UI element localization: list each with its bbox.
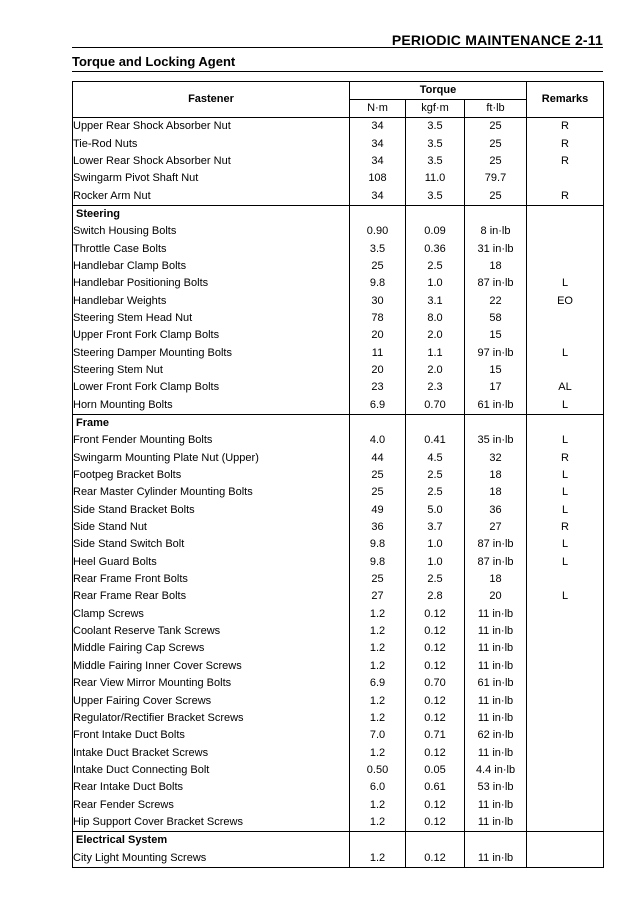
- kgfm-cell: 3.5: [406, 118, 465, 136]
- remarks-cell: [527, 796, 604, 813]
- nm-cell: 1.2: [350, 814, 406, 832]
- kgfm-cell: 2.5: [406, 467, 465, 484]
- remarks-cell: L: [527, 344, 604, 361]
- ftlb-cell: 4.4 in·lb: [465, 762, 527, 779]
- fastener-cell: Rear View Mirror Mounting Bolts: [73, 675, 350, 692]
- fastener-cell: Coolant Reserve Tank Screws: [73, 623, 350, 640]
- section-title: Torque and Locking Agent: [72, 54, 236, 69]
- nm-cell: 1.2: [350, 744, 406, 761]
- fastener-cell: Switch Housing Bolts: [73, 223, 350, 240]
- ftlb-cell: 11 in·lb: [465, 744, 527, 761]
- remarks-cell: [527, 658, 604, 675]
- remarks-cell: EO: [527, 292, 604, 309]
- fastener-cell: Swingarm Pivot Shaft Nut: [73, 170, 350, 187]
- nm-cell: 23: [350, 379, 406, 396]
- ftlb-cell: 15: [465, 327, 527, 344]
- kgfm-cell: 1.0: [406, 554, 465, 571]
- fastener-cell: Lower Rear Shock Absorber Nut: [73, 153, 350, 170]
- remarks-cell: [527, 814, 604, 832]
- kgfm-cell: 0.12: [406, 658, 465, 675]
- kgfm-header: kgf·m: [406, 100, 465, 118]
- nm-cell: 25: [350, 467, 406, 484]
- table-row: [73, 450, 604, 467]
- nm-cell: 7.0: [350, 727, 406, 744]
- kgfm-cell: 2.5: [406, 258, 465, 275]
- remarks-cell: [527, 692, 604, 709]
- fastener-cell: Rear Frame Front Bolts: [73, 571, 350, 588]
- kgfm-cell: 4.5: [406, 450, 465, 467]
- table-row: [73, 658, 604, 675]
- kgfm-cell: 0.70: [406, 675, 465, 692]
- table-row: [73, 327, 604, 344]
- remarks-cell: [527, 675, 604, 692]
- kgfm-cell: 0.12: [406, 710, 465, 727]
- table-row: [73, 849, 604, 867]
- nm-cell: 9.8: [350, 275, 406, 292]
- kgfm-cell: 0.12: [406, 606, 465, 623]
- table-row: [73, 588, 604, 605]
- nm-cell: 30: [350, 292, 406, 309]
- section-empty-cell: [465, 832, 527, 850]
- ftlb-cell: 8 in·lb: [465, 223, 527, 240]
- fastener-cell: Rear Master Cylinder Mounting Bolts: [73, 484, 350, 501]
- table-row: [73, 153, 604, 170]
- table-row: [73, 223, 604, 240]
- kgfm-cell: 3.5: [406, 187, 465, 205]
- ftlb-cell: 62 in·lb: [465, 727, 527, 744]
- table-row: [73, 467, 604, 484]
- section-empty-cell: [406, 832, 465, 850]
- remarks-cell: L: [527, 397, 604, 415]
- nm-cell: 36: [350, 519, 406, 536]
- ftlb-cell: 36: [465, 502, 527, 519]
- ftlb-cell: 11 in·lb: [465, 710, 527, 727]
- table-row: [73, 606, 604, 623]
- remarks-cell: AL: [527, 379, 604, 396]
- remarks-cell: L: [527, 536, 604, 553]
- fastener-cell: Handlebar Positioning Bolts: [73, 275, 350, 292]
- nm-cell: 9.8: [350, 554, 406, 571]
- ftlb-cell: 53 in·lb: [465, 779, 527, 796]
- ftlb-cell: 79.7: [465, 170, 527, 187]
- fastener-cell: Throttle Case Bolts: [73, 240, 350, 257]
- nm-cell: 1.2: [350, 849, 406, 867]
- ftlb-cell: 25: [465, 118, 527, 136]
- section-row: [73, 205, 604, 223]
- remarks-cell: [527, 327, 604, 344]
- nm-cell: 20: [350, 362, 406, 379]
- kgfm-cell: 0.12: [406, 744, 465, 761]
- torque-table: [72, 81, 604, 868]
- section-title-cell: Electrical System: [73, 832, 350, 850]
- kgfm-cell: 3.5: [406, 135, 465, 152]
- table-row: [73, 744, 604, 761]
- ftlb-cell: 58: [465, 310, 527, 327]
- table-row: [73, 796, 604, 813]
- kgfm-cell: 0.12: [406, 692, 465, 709]
- fastener-cell: Middle Fairing Cap Screws: [73, 640, 350, 657]
- nm-cell: 34: [350, 153, 406, 170]
- remarks-cell: [527, 606, 604, 623]
- table-row: [73, 258, 604, 275]
- remarks-cell: [527, 223, 604, 240]
- kgfm-cell: 5.0: [406, 502, 465, 519]
- ftlb-cell: 35 in·lb: [465, 432, 527, 449]
- remarks-cell: [527, 762, 604, 779]
- nm-cell: 1.2: [350, 623, 406, 640]
- table-row: [73, 640, 604, 657]
- fastener-header: Fastener: [73, 82, 350, 118]
- kgfm-cell: 0.12: [406, 623, 465, 640]
- table-row: [73, 275, 604, 292]
- nm-cell: 1.2: [350, 710, 406, 727]
- section-row: [73, 414, 604, 432]
- fastener-cell: Swingarm Mounting Plate Nut (Upper): [73, 450, 350, 467]
- kgfm-cell: 3.1: [406, 292, 465, 309]
- fastener-cell: Intake Duct Connecting Bolt: [73, 762, 350, 779]
- table-row: [73, 484, 604, 501]
- nm-cell: 108: [350, 170, 406, 187]
- ftlb-cell: 17: [465, 379, 527, 396]
- fastener-cell: Side Stand Nut: [73, 519, 350, 536]
- table-row: [73, 571, 604, 588]
- fastener-cell: Intake Duct Bracket Screws: [73, 744, 350, 761]
- nm-cell: 0.50: [350, 762, 406, 779]
- fastener-cell: Side Stand Bracket Bolts: [73, 502, 350, 519]
- kgfm-cell: 1.0: [406, 536, 465, 553]
- fastener-cell: Steering Stem Head Nut: [73, 310, 350, 327]
- ftlb-cell: 15: [465, 362, 527, 379]
- nm-cell: 1.2: [350, 692, 406, 709]
- ftlb-cell: 11 in·lb: [465, 849, 527, 867]
- fastener-cell: Rocker Arm Nut: [73, 187, 350, 205]
- nm-cell: 1.2: [350, 658, 406, 675]
- fastener-cell: Side Stand Switch Bolt: [73, 536, 350, 553]
- nm-cell: 6.9: [350, 675, 406, 692]
- fastener-cell: Footpeg Bracket Bolts: [73, 467, 350, 484]
- ftlb-cell: 20: [465, 588, 527, 605]
- kgfm-cell: 2.0: [406, 362, 465, 379]
- section-empty-cell: [406, 205, 465, 223]
- nm-cell: 6.0: [350, 779, 406, 796]
- table-row: [73, 519, 604, 536]
- fastener-cell: Front Fender Mounting Bolts: [73, 432, 350, 449]
- remarks-cell: [527, 849, 604, 867]
- torque-table-body: [73, 118, 604, 868]
- table-row: [73, 762, 604, 779]
- section-empty-cell: [527, 205, 604, 223]
- page-header: PERIODIC MAINTENANCE 2-11: [391, 32, 603, 48]
- fastener-cell: Front Intake Duct Bolts: [73, 727, 350, 744]
- fastener-cell: Upper Front Fork Clamp Bolts: [73, 327, 350, 344]
- section-title-cell: Steering: [73, 205, 350, 223]
- ftlb-cell: 11 in·lb: [465, 623, 527, 640]
- ftlb-cell: 25: [465, 187, 527, 205]
- nm-cell: 20: [350, 327, 406, 344]
- section-empty-cell: [350, 205, 406, 223]
- ftlb-cell: 18: [465, 484, 527, 501]
- kgfm-cell: 1.0: [406, 275, 465, 292]
- kgfm-cell: 0.71: [406, 727, 465, 744]
- remarks-cell: R: [527, 153, 604, 170]
- remarks-cell: [527, 727, 604, 744]
- ftlb-cell: 18: [465, 571, 527, 588]
- kgfm-cell: 0.12: [406, 796, 465, 813]
- ftlb-cell: 87 in·lb: [465, 554, 527, 571]
- ftlb-cell: 32: [465, 450, 527, 467]
- table-row: [73, 240, 604, 257]
- table-row: [73, 344, 604, 361]
- ftlb-cell: 31 in·lb: [465, 240, 527, 257]
- title-rule: [72, 71, 603, 72]
- remarks-cell: [527, 710, 604, 727]
- ftlb-cell: 11 in·lb: [465, 814, 527, 832]
- fastener-cell: Hip Support Cover Bracket Screws: [73, 814, 350, 832]
- nm-cell: 1.2: [350, 640, 406, 657]
- fastener-cell: Regulator/Rectifier Bracket Screws: [73, 710, 350, 727]
- kgfm-cell: 0.12: [406, 849, 465, 867]
- ftlb-cell: 25: [465, 135, 527, 152]
- kgfm-cell: 3.7: [406, 519, 465, 536]
- ftlb-cell: 11 in·lb: [465, 606, 527, 623]
- remarks-cell: L: [527, 467, 604, 484]
- fastener-cell: Handlebar Weights: [73, 292, 350, 309]
- fastener-cell: Handlebar Clamp Bolts: [73, 258, 350, 275]
- ftlb-cell: 87 in·lb: [465, 536, 527, 553]
- ftlb-cell: 27: [465, 519, 527, 536]
- kgfm-cell: 0.12: [406, 814, 465, 832]
- table-row: [73, 170, 604, 187]
- remarks-cell: L: [527, 554, 604, 571]
- table-row: [73, 118, 604, 136]
- remarks-cell: R: [527, 187, 604, 205]
- header-rule: [72, 47, 603, 48]
- section-empty-cell: [527, 832, 604, 850]
- section-empty-cell: [350, 414, 406, 432]
- remarks-cell: [527, 240, 604, 257]
- remarks-cell: R: [527, 135, 604, 152]
- nm-cell: 1.2: [350, 796, 406, 813]
- section-row: [73, 832, 604, 850]
- table-row: [73, 397, 604, 415]
- kgfm-cell: 0.70: [406, 397, 465, 415]
- fastener-cell: Middle Fairing Inner Cover Screws: [73, 658, 350, 675]
- remarks-cell: R: [527, 118, 604, 136]
- remarks-cell: [527, 744, 604, 761]
- remarks-cell: L: [527, 275, 604, 292]
- remarks-cell: [527, 640, 604, 657]
- remarks-cell: [527, 258, 604, 275]
- table-row: [73, 310, 604, 327]
- nm-cell: 4.0: [350, 432, 406, 449]
- remarks-cell: L: [527, 484, 604, 501]
- nm-cell: 34: [350, 187, 406, 205]
- nm-cell: 44: [350, 450, 406, 467]
- ftlb-cell: 61 in·lb: [465, 397, 527, 415]
- fastener-cell: City Light Mounting Screws: [73, 849, 350, 867]
- table-row: [73, 814, 604, 832]
- fastener-cell: Horn Mounting Bolts: [73, 397, 350, 415]
- section-title-cell: Frame: [73, 414, 350, 432]
- nm-cell: 25: [350, 571, 406, 588]
- fastener-cell: Steering Damper Mounting Bolts: [73, 344, 350, 361]
- ftlb-cell: 61 in·lb: [465, 675, 527, 692]
- nm-cell: 1.2: [350, 606, 406, 623]
- kgfm-cell: 3.5: [406, 153, 465, 170]
- kgfm-cell: 0.09: [406, 223, 465, 240]
- kgfm-cell: 2.8: [406, 588, 465, 605]
- ftlb-cell: 22: [465, 292, 527, 309]
- table-row: [73, 379, 604, 396]
- nm-cell: 34: [350, 135, 406, 152]
- nm-cell: 6.9: [350, 397, 406, 415]
- fastener-cell: Rear Frame Rear Bolts: [73, 588, 350, 605]
- fastener-cell: Rear Intake Duct Bolts: [73, 779, 350, 796]
- remarks-cell: L: [527, 588, 604, 605]
- remarks-cell: [527, 571, 604, 588]
- remarks-cell: R: [527, 450, 604, 467]
- kgfm-cell: 0.12: [406, 640, 465, 657]
- remarks-cell: [527, 170, 604, 187]
- table-row: [73, 502, 604, 519]
- table-row: [73, 779, 604, 796]
- table-row: [73, 292, 604, 309]
- section-empty-cell: [527, 414, 604, 432]
- kgfm-cell: 0.36: [406, 240, 465, 257]
- ftlb-header: ft·lb: [465, 100, 527, 118]
- kgfm-cell: 0.05: [406, 762, 465, 779]
- nm-cell: 78: [350, 310, 406, 327]
- table-row: [73, 692, 604, 709]
- table-row: [73, 432, 604, 449]
- kgfm-cell: 2.5: [406, 484, 465, 501]
- remarks-cell: L: [527, 432, 604, 449]
- ftlb-cell: 11 in·lb: [465, 658, 527, 675]
- table-row: [73, 187, 604, 205]
- table-row: [73, 727, 604, 744]
- table-row: [73, 623, 604, 640]
- kgfm-cell: 1.1: [406, 344, 465, 361]
- fastener-cell: Rear Fender Screws: [73, 796, 350, 813]
- ftlb-cell: 11 in·lb: [465, 640, 527, 657]
- remarks-cell: [527, 310, 604, 327]
- kgfm-cell: 0.41: [406, 432, 465, 449]
- section-empty-cell: [465, 414, 527, 432]
- section-empty-cell: [350, 832, 406, 850]
- ftlb-cell: 11 in·lb: [465, 796, 527, 813]
- remarks-cell: [527, 362, 604, 379]
- table-row: [73, 362, 604, 379]
- ftlb-cell: 97 in·lb: [465, 344, 527, 361]
- nm-cell: 9.8: [350, 536, 406, 553]
- table-row: [73, 536, 604, 553]
- nm-cell: 3.5: [350, 240, 406, 257]
- ftlb-cell: 25: [465, 153, 527, 170]
- remarks-cell: R: [527, 519, 604, 536]
- section-empty-cell: [465, 205, 527, 223]
- ftlb-cell: 11 in·lb: [465, 692, 527, 709]
- nm-cell: 49: [350, 502, 406, 519]
- kgfm-cell: 2.5: [406, 571, 465, 588]
- ftlb-cell: 87 in·lb: [465, 275, 527, 292]
- nm-cell: 27: [350, 588, 406, 605]
- nm-cell: 25: [350, 258, 406, 275]
- section-empty-cell: [406, 414, 465, 432]
- fastener-cell: Steering Stem Nut: [73, 362, 350, 379]
- ftlb-cell: 18: [465, 258, 527, 275]
- fastener-cell: Lower Front Fork Clamp Bolts: [73, 379, 350, 396]
- kgfm-cell: 11.0: [406, 170, 465, 187]
- nm-header: N·m: [350, 100, 406, 118]
- nm-cell: 25: [350, 484, 406, 501]
- fastener-cell: Clamp Screws: [73, 606, 350, 623]
- table-row: [73, 675, 604, 692]
- kgfm-cell: 2.3: [406, 379, 465, 396]
- nm-cell: 0.90: [350, 223, 406, 240]
- ftlb-cell: 18: [465, 467, 527, 484]
- remarks-cell: L: [527, 502, 604, 519]
- kgfm-cell: 0.61: [406, 779, 465, 796]
- table-row: [73, 135, 604, 152]
- remarks-cell: [527, 623, 604, 640]
- table-row: [73, 554, 604, 571]
- fastener-cell: Heel Guard Bolts: [73, 554, 350, 571]
- fastener-cell: Upper Rear Shock Absorber Nut: [73, 118, 350, 136]
- fastener-cell: Tie-Rod Nuts: [73, 135, 350, 152]
- kgfm-cell: 2.0: [406, 327, 465, 344]
- nm-cell: 34: [350, 118, 406, 136]
- table-row: [73, 710, 604, 727]
- fastener-cell: Upper Fairing Cover Screws: [73, 692, 350, 709]
- nm-cell: 11: [350, 344, 406, 361]
- remarks-cell: [527, 779, 604, 796]
- remarks-header: Remarks: [527, 82, 604, 118]
- torque-header: Torque: [350, 82, 527, 100]
- kgfm-cell: 8.0: [406, 310, 465, 327]
